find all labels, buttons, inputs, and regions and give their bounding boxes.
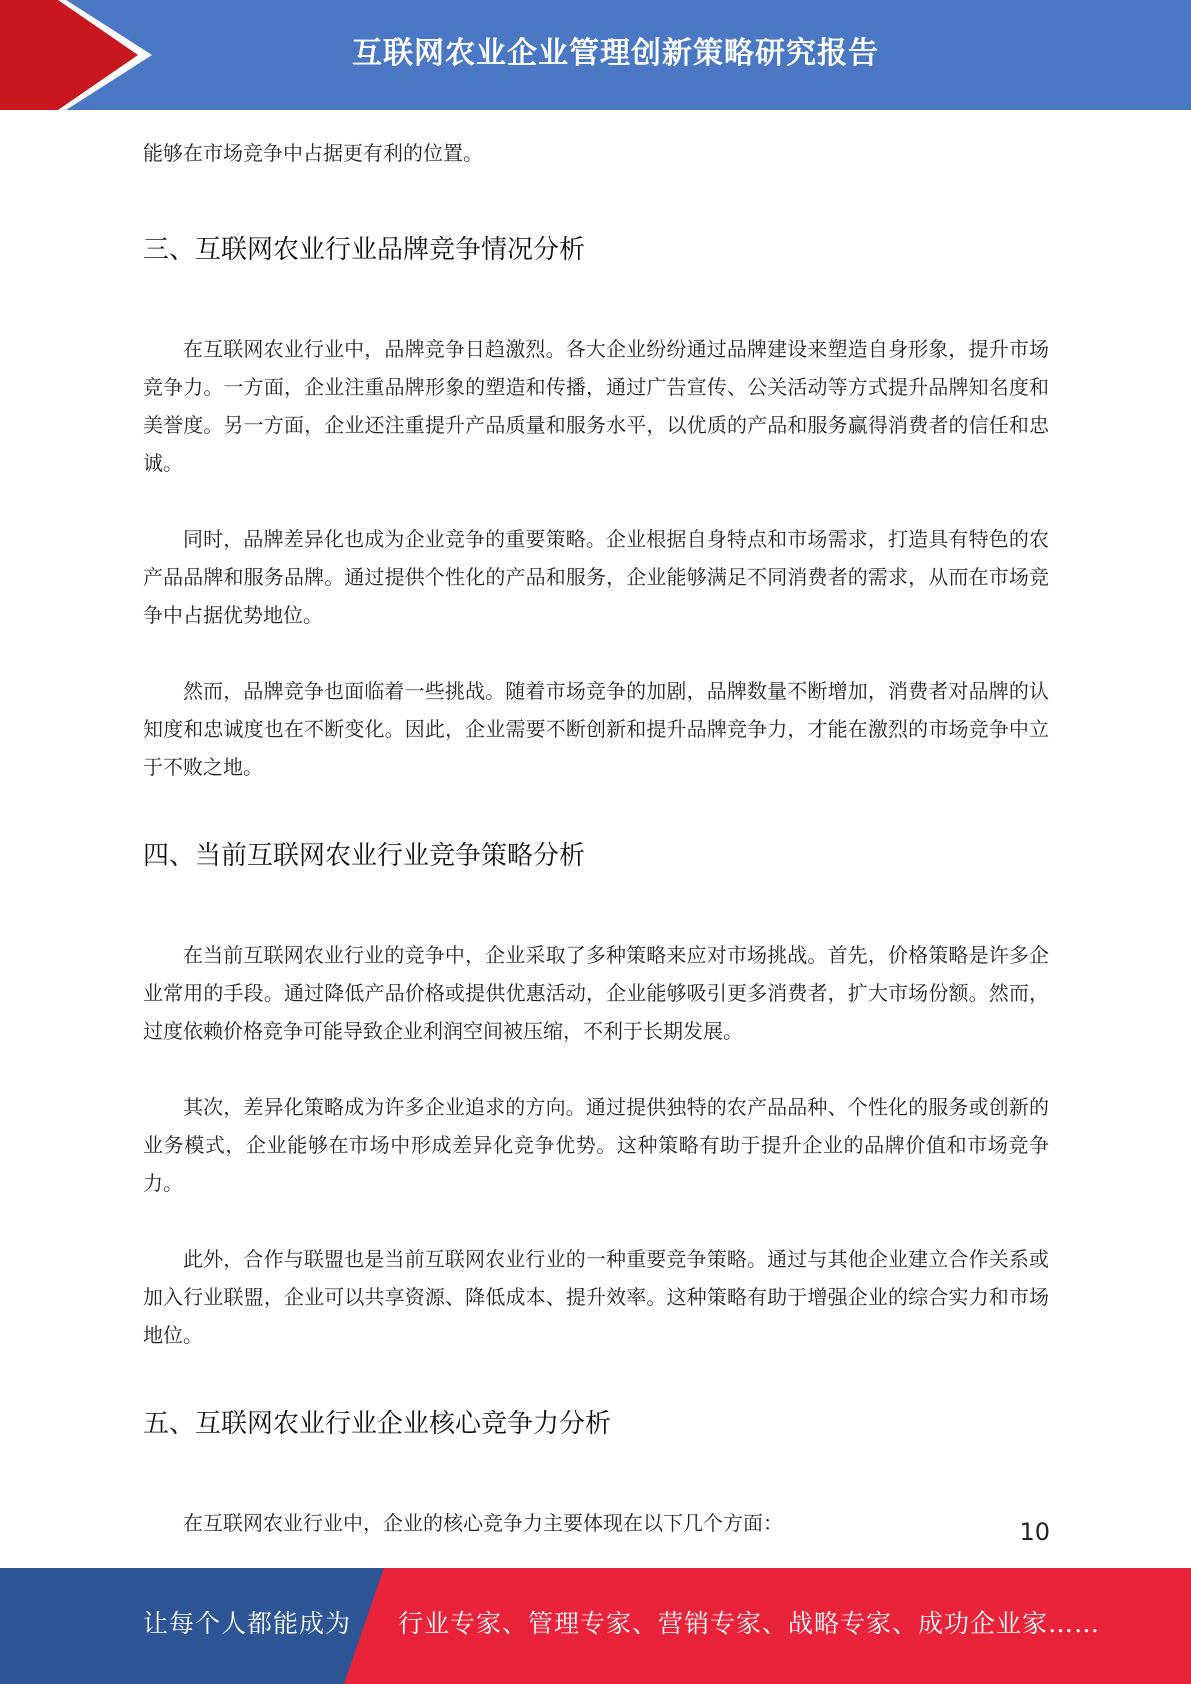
section-4-heading: 四、当前互联网农业行业竞争策略分析 (143, 841, 586, 871)
page-header (0, 0, 1191, 110)
footer-slogan-right: 行业专家、管理专家、营销专家、战略专家、成功企业家…… (398, 1609, 1101, 1638)
section-3-paragraph-1: 在互联网农业行业中，品牌竞争日趋激烈。各大企业纷纷通过品牌建设来塑造自身形象，提升市场竞争力。一方面，企业注重品牌形象的塑造和传播，通过广告宣传、公关活动等方式提升品牌知名度和美誉度。另一方面，企业还注重提升产品质量和服务水平，以优质的产品和服务赢得消费者的信任和忠诚。 (143, 337, 1049, 475)
intro-fragment: 能够在市场竞争中占据更有利的位置。 (143, 141, 483, 165)
section-4-paragraph-2: 其次，差异化策略成为许多企业追求的方向。通过提供独特的农产品品种、个性化的服务或创新的业务模式，企业能够在市场中形成差异化竞争优势。这种策略有助于提升企业的品牌价值和市场竞争力。 (143, 1095, 1049, 1195)
section-5-heading: 五、互联网农业行业企业核心竞争力分析 (143, 1409, 612, 1439)
page-footer (0, 1568, 1191, 1684)
section-3-paragraph-3: 然而，品牌竞争也面临着一些挑战。随着市场竞争的加剧，品牌数量不断增加，消费者对品牌的认知度和忠诚度也在不断变化。因此，企业需要不断创新和提升品牌竞争力，才能在激烈的市场竞争中立于不败之地。 (143, 679, 1049, 779)
page-number: 10 (1019, 1518, 1050, 1546)
section-5-paragraph-1: 在互联网农业行业中，企业的核心竞争力主要体现在以下几个方面： (183, 1511, 783, 1535)
section-4-paragraph-3: 此外，合作与联盟也是当前互联网农业行业的一种重要竞争策略。通过与其他企业建立合作关系或加入行业联盟，企业可以共享资源、降低成本、提升效率。这种策略有助于增强企业的综合实力和市场地位。 (143, 1247, 1049, 1347)
document-body (143, 134, 1049, 1580)
section-3-heading: 三、互联网农业行业品牌竞争情况分析 (143, 235, 586, 265)
report-title: 互联网农业企业管理创新策略研究报告 (352, 36, 879, 71)
footer-slogan-left: 让每个人都能成为 (143, 1609, 352, 1638)
section-3-paragraph-2: 同时，品牌差异化也成为企业竞争的重要策略。企业根据自身特点和市场需求，打造具有特色的农产品品牌和服务品牌。通过提供个性化的产品和服务，企业能够满足不同消费者的需求，从而在市场竞争中占据优势地位。 (143, 527, 1049, 627)
section-4-paragraph-1: 在当前互联网农业行业的竞争中，企业采取了多种策略来应对市场挑战。首先，价格策略是许多企业常用的手段。通过降低产品价格或提供优惠活动，企业能够吸引更多消费者，扩大市场份额。然而，过度依赖价格竞争可能导致企业利润空间被压缩，不利于长期发展。 (143, 943, 1049, 1043)
